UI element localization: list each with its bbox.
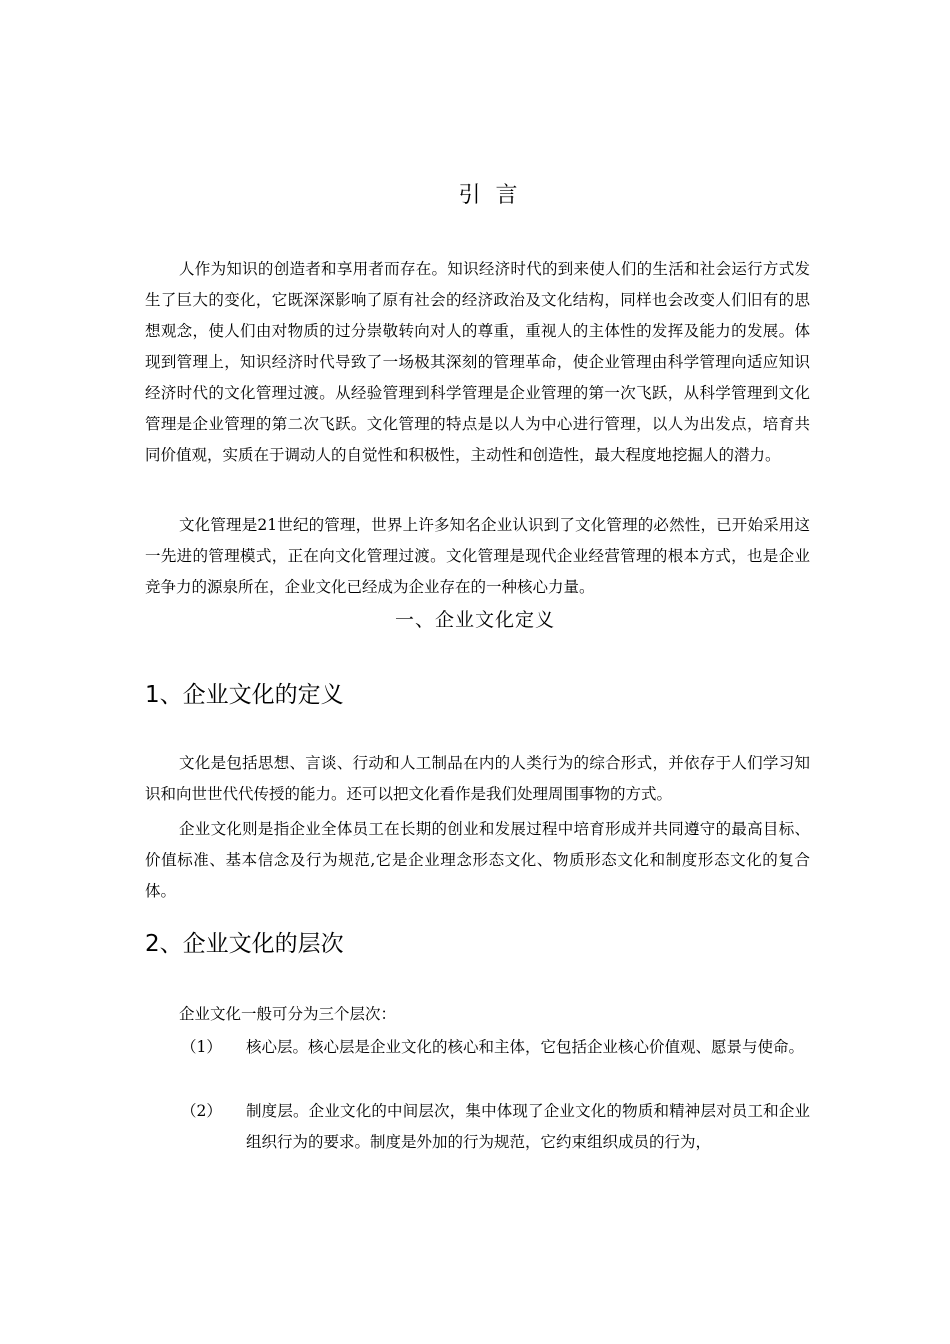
list-item-text: 核心层。核心层是企业文化的核心和主体，它包括企业核心价值观、愿景与使命。 [246,1038,805,1056]
intro-paragraph-1: 人作为知识的创造者和享用者而存在。知识经济时代的到来使人们的生活和社会运行方式发生了巨大的变化，它既深深影响了原有社会的经济政治及文化结构，同样也会改变人们旧有的思想观念，使人们由对物质的过分崇敬转向对人的尊重，重视人的主体性的发挥及能力的发展。体现到管理上，知识经济时代导致了一场极其深刻的管理革命，使企业管理由科学管理向适应知识经济时代的文化管理过渡。从经验管理到科学管理是企业管理的第一次飞跃，从科学管理到文化管理是企业管理的第二次飞跃。文化管理的特点是以人为中心进行管理，以人为出发点，培育共同价值观，实质在于调动人的自觉性和积极性，主动性和创造性，最大程度地挖掘人的潜力。 [145,260,810,464]
intro-title: 引 言 [458,183,522,208]
definition-paragraph-2: 企业文化则是指企业全体员工在长期的创业和发展过程中培育形成并共同遵守的最高目标、价值标准、基本信念及行为规范,它是企业理念形态文化、物质形态文化和制度形态文化的复合体。 [145,820,810,900]
intro-paragraph-2: 文化管理是21世纪的管理，世界上许多知名企业认识到了文化管理的必然性，已开始采用这一先进的管理模式，正在向文化管理过渡。文化管理是现代企业经营管理的根本方式，也是企业竞争力的源泉所在，企业文化已经成为企业存在的一种核心力量。 [145,516,810,596]
section-heading: 一、企业文化定义 [394,609,555,631]
list-item-number: （1） [181,1038,222,1056]
subsection-heading-2: 2、企业文化的层次 [145,931,344,957]
list-item-text: 制度层。企业文化的中间层次，集中体现了企业文化的物质和精神层对员工和企业组织行为的要求。制度是外加的行为规范，它约束组织成员的行为， [246,1102,810,1151]
subsection-heading-1: 1、企业文化的定义 [145,682,344,708]
definition-paragraph-1: 文化是包括思想、言谈、行动和人工制品在内的人类行为的综合形式，并依存于人们学习知识和向世世代代传授的能力。还可以把文化看作是我们处理周围事物的方式。 [145,754,810,803]
levels-lead: 企业文化一般可分为三个层次： [179,1005,397,1023]
list-item-number: （2） [181,1102,222,1120]
